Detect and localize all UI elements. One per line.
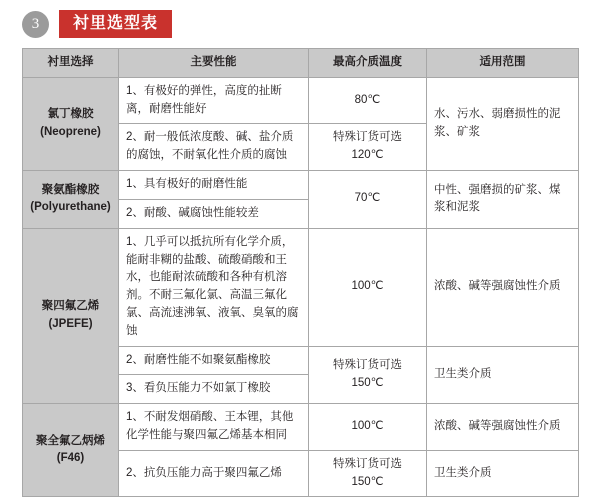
performance-text: 1、具有极好的耐磨性能 xyxy=(119,171,309,200)
performance-text: 2、耐酸、碱腐蚀性能较差 xyxy=(119,199,309,228)
max-temp-value: 70℃ xyxy=(309,171,427,229)
scope-text: 浓酸、碱等强腐蚀性介质 xyxy=(427,404,579,451)
scope-text: 浓酸、碱等强腐蚀性介质 xyxy=(427,228,579,346)
performance-text: 1、几乎可以抵抗所有化学介质，能耐非糊的盐酸、硫酸硝酸和王水，也能耐浓硫酸和各种有机溶剂。不耐三氟化氯、高温三氟化氯、高流速沸氧、液氧、臭氧的腐蚀 xyxy=(119,228,309,346)
lining-selection-table xyxy=(22,48,579,497)
max-temp-value xyxy=(309,346,427,404)
max-temp-value: 80℃ xyxy=(309,77,427,124)
table-row xyxy=(23,171,579,200)
column-header-performance: 主要性能 xyxy=(119,49,309,78)
table-body xyxy=(23,77,579,497)
lining-name-line1: 聚四氟乙烯 xyxy=(41,300,100,313)
max-temp-note: 特殊订货可选 xyxy=(333,457,402,470)
lining-name-f46 xyxy=(23,404,119,497)
table-row xyxy=(23,77,579,124)
max-temp-value: 100℃ xyxy=(309,404,427,451)
scope-text: 卫生类介质 xyxy=(427,450,579,497)
max-temp-number: 150℃ xyxy=(351,376,384,389)
section-header xyxy=(22,9,172,39)
table-header-row xyxy=(23,49,579,78)
table-row xyxy=(23,404,579,451)
page-title: 衬里选型表 xyxy=(59,10,172,39)
max-temp-note: 特殊订货可选 xyxy=(333,131,402,144)
performance-text: 2、抗负压能力高于聚四氟乙烯 xyxy=(119,450,309,497)
lining-name-line1: 聚全氟乙炳烯 xyxy=(36,434,105,447)
scope-text: 水、污水、弱磨损性的泥浆、矿浆 xyxy=(427,77,579,170)
lining-name-ptfe xyxy=(23,228,119,404)
table-header xyxy=(23,49,579,78)
performance-text: 3、看负压能力不如氯丁橡胶 xyxy=(119,375,309,404)
lining-name-line1: 氯丁橡胶 xyxy=(47,108,94,121)
performance-text: 2、耐一般低浓度酸、碱、盐介质的腐蚀，不耐氧化性介质的腐蚀 xyxy=(119,124,309,171)
lining-name-polyurethane xyxy=(23,171,119,229)
max-temp-note: 特殊订货可选 xyxy=(333,359,402,372)
lining-name-line2: (JPEFE) xyxy=(48,317,93,330)
max-temp-value xyxy=(309,450,427,497)
column-header-scope: 适用范围 xyxy=(427,49,579,78)
lining-name-neoprene xyxy=(23,77,119,170)
lining-name-line1: 聚氨酯橡胶 xyxy=(41,183,100,196)
table-row xyxy=(23,228,579,346)
max-temp-value xyxy=(309,124,427,171)
column-header-lining: 衬里选择 xyxy=(23,49,119,78)
scope-text: 中性、强磨损的矿浆、煤浆和泥浆 xyxy=(427,171,579,229)
lining-name-line2: (Polyurethane) xyxy=(30,201,111,214)
performance-text: 2、耐磨性能不如聚氨酯橡胶 xyxy=(119,346,309,375)
spec-table-container xyxy=(22,48,578,497)
max-temp-number: 150℃ xyxy=(351,475,384,488)
column-header-max-temp: 最高介质温度 xyxy=(309,49,427,78)
max-temp-value: 100℃ xyxy=(309,228,427,346)
max-temp-number: 120℃ xyxy=(351,149,384,162)
performance-text: 1、有极好的弹性，高度的扯断离，耐磨性能好 xyxy=(119,77,309,124)
lining-name-line2: (F46) xyxy=(56,452,85,465)
section-number-badge: 3 xyxy=(22,11,49,38)
scope-text: 卫生类介质 xyxy=(427,346,579,404)
lining-name-line2: (Neoprene) xyxy=(40,125,101,138)
performance-text: 1、不耐发烟硝酸、王本锂，其他化学性能与聚四氟乙烯基本相同 xyxy=(119,404,309,451)
